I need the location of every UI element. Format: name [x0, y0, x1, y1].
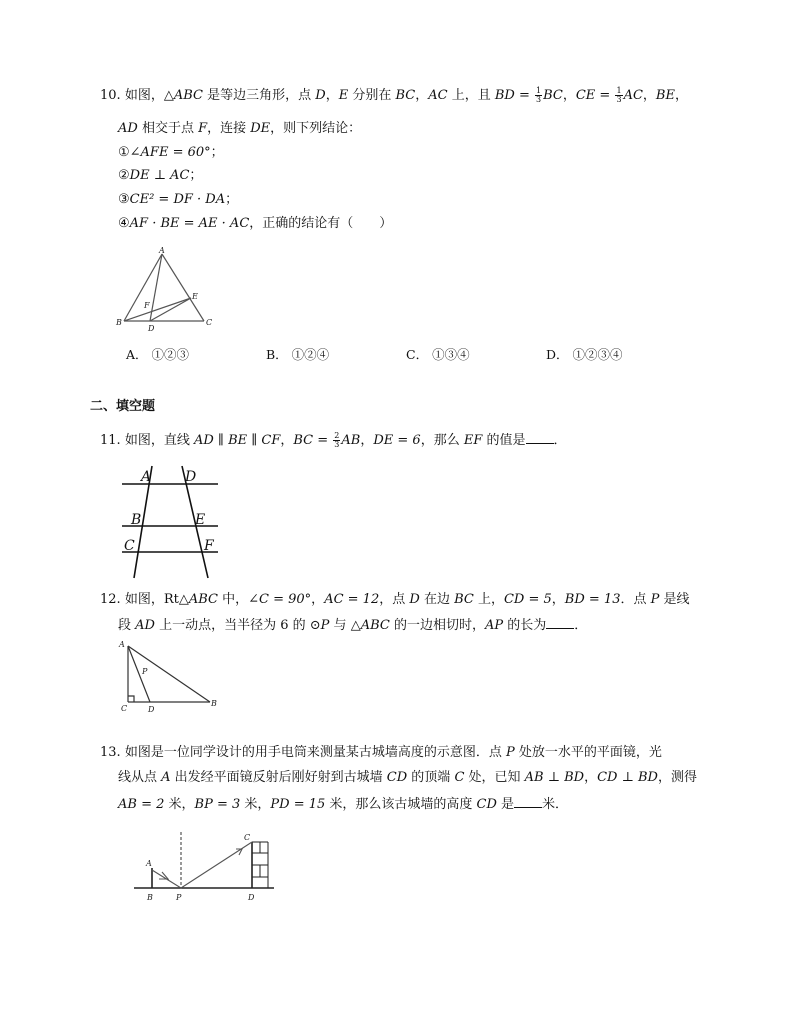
q12-line1: 12. 如图，Rt△ABC 中，∠C = 90°，AC = 12，点 D 在边 BC 上，CD = 5，BD = 13．点 P 是线	[100, 592, 690, 607]
q12-number: 12.	[100, 592, 121, 607]
q13-label-a: A	[146, 859, 152, 868]
q10-fraction-2: $\frac{1}{3}$	[616, 86, 622, 104]
q12-label-a: A	[119, 640, 125, 649]
q10-fraction-1: $\frac{1}{3}$	[536, 86, 542, 104]
q10-label-f: F	[144, 301, 150, 310]
q10-label-c: C	[206, 318, 213, 327]
q12-figure	[112, 636, 227, 718]
q11-stem: 11. 如图，直线 AD ∥ BE ∥ CF，BC = $\frac{2}{3}$ AB，DE = 6，那么 EF 的值是 ．	[100, 431, 567, 449]
q11-answer-blank[interactable]	[526, 430, 554, 444]
q13-line3: AB = 2 米，BP = 3 米，PD = 15 米，那么该古城墙的高度 CD 是 米．	[118, 794, 568, 815]
q10-option-a[interactable]: A． ①②③	[126, 347, 190, 362]
q12-label-c: C	[121, 704, 128, 713]
q10-conclusion-4: ④AF · BE = AE · AC，正确的结论有（ ）	[118, 216, 393, 231]
q13-figure	[128, 826, 278, 906]
q11-label-e: E	[195, 512, 206, 528]
q10-number: 10.	[100, 88, 121, 103]
q12-label-d: D	[148, 705, 155, 714]
q11-label-c: C	[124, 538, 135, 554]
q13-label-p: P	[176, 893, 182, 902]
q10-segment-be	[124, 298, 191, 321]
q13-label-b: B	[147, 893, 153, 902]
q10-conclusion-3: ③CE² = DF · DA；	[118, 192, 239, 207]
q12-line2: 段 AD 上一动点，当半径为 6 的 ⊙P 与 △ABC 的一边相切时，AP 的长为 ．	[118, 615, 587, 636]
q11-label-f: F	[204, 538, 214, 554]
q10-line1: 10. 如图，△ABC 是等边三角形，点 D，E 分别在 BC，AC 上，且 BD = $\frac{1}{3}$ BC，CE = $\frac{1}{3}$ AC，BE，	[100, 86, 688, 104]
q10-figure	[112, 244, 222, 336]
q10-option-d[interactable]: D． ①②③④	[546, 347, 623, 362]
q10-label-a: A	[159, 246, 165, 255]
q10-label-e: E	[192, 292, 198, 301]
q12-side-ab	[128, 646, 210, 702]
q13-line1: 13. 如图是一位同学设计的用手电筒来测量某古城墙高度的示意图．点 P 处放一水平的平面镜，光	[100, 745, 662, 760]
section-title: 二、填空题	[90, 399, 156, 414]
q12-answer-blank[interactable]	[546, 615, 574, 629]
q11-label-b: B	[131, 512, 142, 528]
q10-conclusion-2: ②DE ⊥ AC；	[118, 168, 203, 183]
q11-number: 11.	[100, 433, 121, 448]
q11-figure	[112, 462, 222, 582]
q13-answer-blank[interactable]	[514, 794, 542, 808]
q10-option-b[interactable]: B． ①②④	[266, 347, 330, 362]
q13-line2: 线从点 A 出发经平面镜反射后刚好射到古城墙 CD 的顶端 C 处，已知 AB ⊥ BD，CD ⊥ BD，测得	[118, 770, 697, 785]
q10-line2: AD 相交于点 F，连接 DE，则下列结论：	[118, 121, 362, 136]
q10-label-b: B	[116, 318, 122, 327]
q12-label-b: B	[211, 699, 217, 708]
q11-label-d: D	[185, 469, 197, 485]
q10-conclusion-1: ①∠AFE = 60°；	[118, 145, 224, 160]
q13-label-d: D	[248, 893, 255, 902]
q12-right-angle-mark	[128, 696, 134, 702]
q11-label-a: A	[141, 469, 152, 485]
q13-wall-bricks	[252, 842, 268, 888]
q13-number: 13.	[100, 745, 121, 760]
q13-label-c: C	[244, 833, 251, 842]
q10-option-c[interactable]: C． ①③④	[406, 347, 470, 362]
q11-fraction: $\frac{2}{3}$	[334, 431, 340, 449]
q10-label-d: D	[148, 324, 155, 333]
q12-label-p: P	[142, 667, 148, 676]
